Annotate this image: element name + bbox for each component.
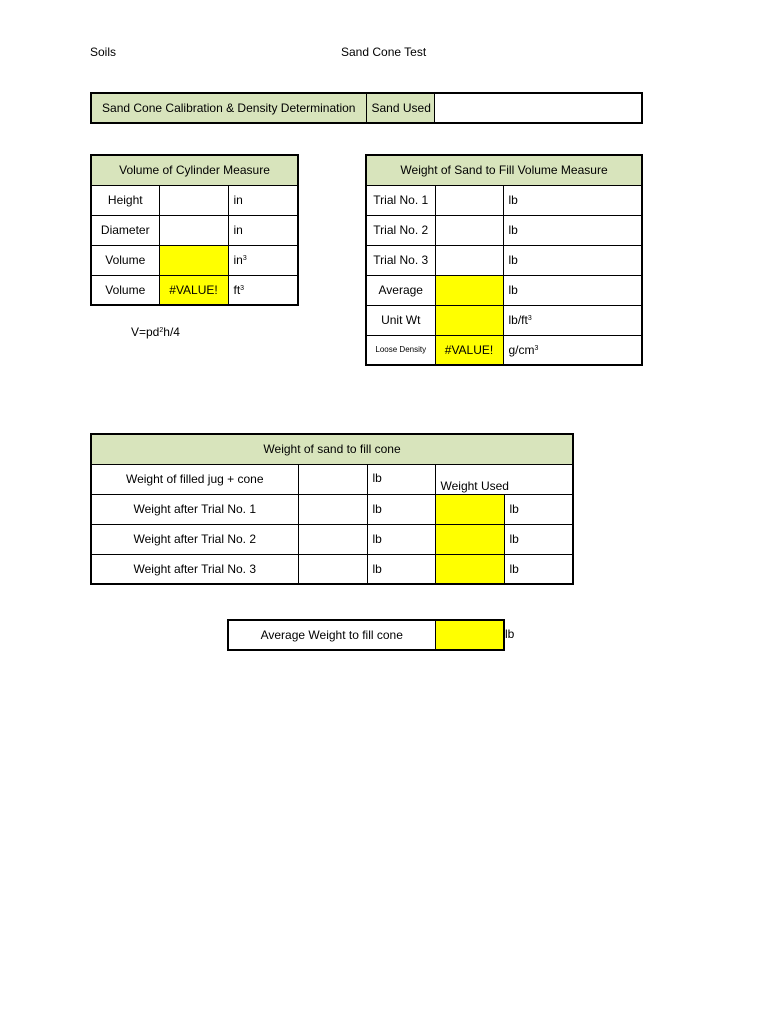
sand-fill-title: Weight of Sand to Fill Volume Measure [366,155,642,185]
row-label: Trial No. 3 [366,245,435,275]
table-row [91,245,298,275]
row-label: Loose Density [366,335,435,365]
table-row [91,185,298,215]
cylinder-table [90,154,299,306]
unit-cell: lb [503,185,642,215]
sand-used-input[interactable] [434,93,642,123]
row-label: Diameter [91,215,159,245]
table-row [91,554,573,584]
sand-used-label: Sand Used [366,93,434,123]
height-input[interactable] [159,185,228,215]
row-label: Height [91,185,159,215]
volume-in3-cell[interactable] [159,245,228,275]
table-row [366,305,642,335]
row-label: Weight after Trial No. 3 [91,554,298,584]
unit-cell: lb [367,494,435,524]
row-label: Volume [91,275,159,305]
table-row [366,185,642,215]
row-label: Trial No. 2 [366,215,435,245]
unit-cell: in [228,215,298,245]
unit-cell: lb [504,494,573,524]
average-weight-label: Average Weight to fill cone [228,620,435,650]
weight-used-label: Weight Used [435,464,573,494]
weight-used-2-cell[interactable] [435,524,504,554]
volume-formula: $V=pd^2h/4$ [131,325,180,339]
row-label: Volume [91,245,159,275]
row-label: Weight of filled jug + cone [91,464,298,494]
filled-jug-input[interactable] [298,464,367,494]
average-weight-cell[interactable] [435,620,504,650]
cylinder-title: Volume of Cylinder Measure [91,155,298,185]
row-label: Weight after Trial No. 2 [91,524,298,554]
row-label: Weight after Trial No. 1 [91,494,298,524]
unit-cell: lb [503,215,642,245]
weight-used-1-cell[interactable] [435,494,504,524]
unit-cell: $ft^3$ [228,275,298,305]
trial-3-input[interactable] [435,245,503,275]
header-title: Sand Cone Test [341,45,427,59]
unit-cell: lb [367,554,435,584]
calibration-bar [90,92,643,124]
row-label: Unit Wt [366,305,435,335]
unit-cell: lb [504,524,573,554]
table-row [366,275,642,305]
table-row [91,494,573,524]
unit-cell: $lb/ft^3$ [503,305,642,335]
unit-cell: lb [503,275,642,305]
weight-used-3-cell[interactable] [435,554,504,584]
table-row [366,335,642,365]
unit-cell: in [228,185,298,215]
sand-fill-table [365,154,643,366]
unit-cell: $g/cm^3$ [503,335,642,365]
table-row [91,464,573,494]
unit-wt-cell[interactable] [435,305,503,335]
unit-cell: $in^3$ [228,245,298,275]
average-cell[interactable] [435,275,503,305]
trial-3-weight-input[interactable] [298,554,367,584]
row-label: Trial No. 1 [366,185,435,215]
trial-1-weight-input[interactable] [298,494,367,524]
calibration-title: Sand Cone Calibration & Density Determination [91,93,366,123]
loose-density-cell[interactable]: #VALUE! [435,335,503,365]
trial-1-input[interactable] [435,185,503,215]
unit-cell: lb [367,524,435,554]
unit-cell: lb [367,464,435,494]
volume-ft3-cell[interactable]: #VALUE! [159,275,228,305]
diameter-input[interactable] [159,215,228,245]
unit-cell: lb [504,554,573,584]
trial-2-input[interactable] [435,215,503,245]
table-row [366,245,642,275]
table-row [91,275,298,305]
table-row [91,524,573,554]
cone-title: Weight of sand to fill cone [91,434,573,464]
table-row [91,215,298,245]
unit-cell: lb [503,245,642,275]
average-weight-table [227,619,505,651]
trial-2-weight-input[interactable] [298,524,367,554]
table-row [366,215,642,245]
header-left: Soils [90,45,117,59]
average-weight-unit: lb [505,627,515,641]
cone-table [90,433,574,585]
row-label: Average [366,275,435,305]
